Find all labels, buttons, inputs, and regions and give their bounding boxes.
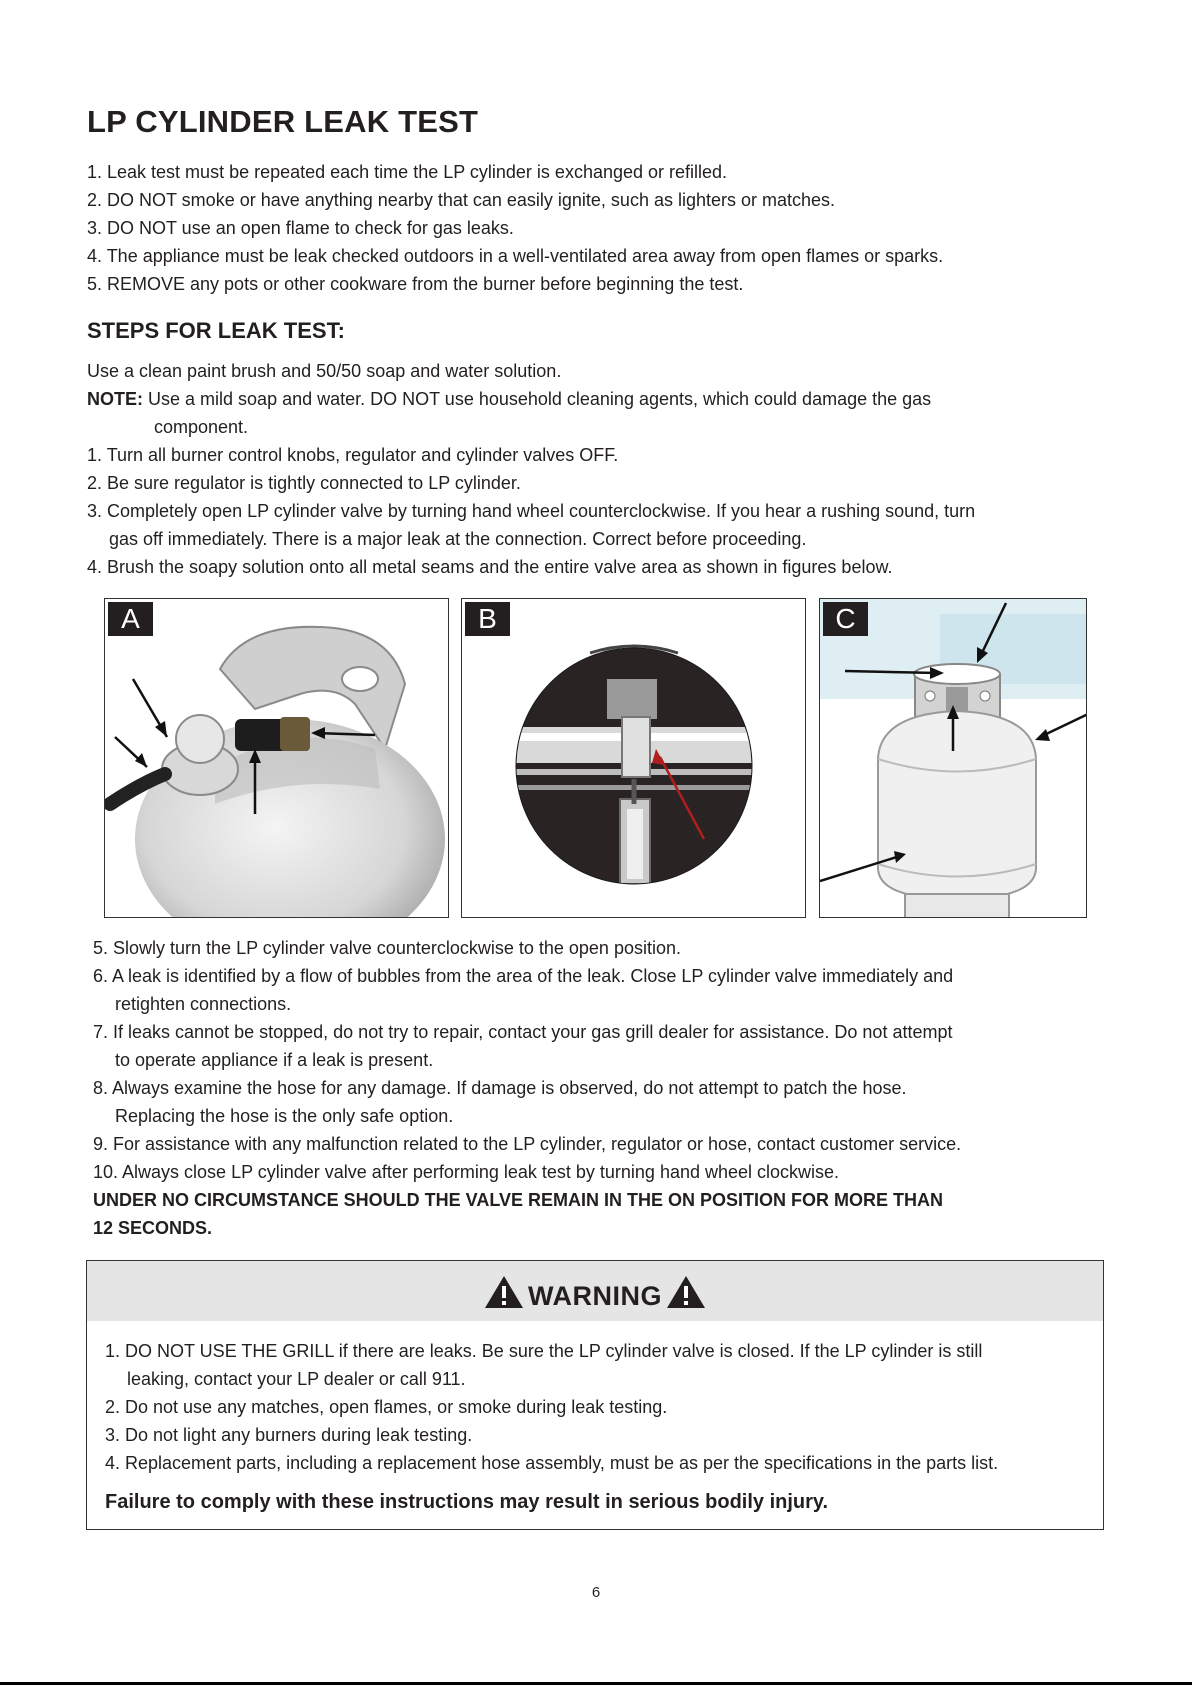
step-item-continued: retighten connections.: [115, 994, 292, 1014]
step-item-continued: to operate appliance if a leak is present.: [115, 1050, 434, 1070]
warning-header: [87, 1261, 1103, 1321]
warning-item: 4. Replacement parts, including a replacement hose assembly, must be as per the specifications in the parts list.: [105, 1453, 999, 1473]
note-text-continued: component.: [154, 417, 249, 437]
step-item: 4. Brush the soapy solution onto all metal seams and the entire valve area as shown in figures below.: [87, 557, 893, 577]
note-text: Use a mild soap and water. DO NOT use household cleaning agents, which could damage the gas: [148, 389, 932, 409]
figure-b: [461, 598, 806, 918]
caution-text: UNDER NO CIRCUMSTANCE SHOULD THE VALVE REMAIN IN THE ON POSITION FOR MORE THAN: [93, 1190, 944, 1210]
warning-item: 1. DO NOT USE THE GRILL if there are leaks. Be sure the LP cylinder valve is closed. If the LP cylinder is still: [105, 1341, 983, 1361]
step-item: 3. Completely open LP cylinder valve by turning hand wheel counterclockwise. If you hear a rushing sound, turn: [87, 501, 976, 521]
warning-item: 2. Do not use any matches, open flames, or smoke during leak testing.: [105, 1397, 668, 1417]
figure-c-label: C: [823, 602, 868, 636]
page-number: 6: [591, 1584, 601, 1601]
figure-a-label: A: [108, 602, 153, 636]
warning-box: [86, 1260, 1104, 1530]
warning-title-row: [87, 1275, 1103, 1316]
figure-c: [819, 598, 1087, 918]
step-item: 8. Always examine the hose for any damage. If damage is observed, do not attempt to patch the hose.: [93, 1078, 907, 1098]
warning-footer: Failure to comply with these instructions may result in serious bodily injury.: [105, 1491, 829, 1513]
figure-a: [104, 598, 449, 918]
note-label: NOTE:: [87, 389, 143, 409]
figure-b-label: B: [465, 602, 510, 636]
intro-item: 1. Leak test must be repeated each time the LP cylinder is exchanged or refilled.: [87, 162, 728, 182]
step-item: 10. Always close LP cylinder valve after performing leak test by turning hand wheel clockwise.: [93, 1162, 840, 1182]
intro-item: 4. The appliance must be leak checked outdoors in a well-ventilated area away from open flames or sparks.: [87, 246, 944, 266]
step-item-continued: Replacing the hose is the only safe option.: [115, 1106, 454, 1126]
warning-triangle-icon: [666, 1275, 706, 1316]
figure-a-illustration: [105, 599, 449, 918]
figure-b-illustration: [462, 599, 806, 918]
page-title: LP CYLINDER LEAK TEST: [87, 104, 479, 139]
intro-item: 3. DO NOT use an open flame to check for gas leaks.: [87, 218, 514, 238]
warning-triangle-icon: [484, 1275, 524, 1316]
note-line: [87, 387, 931, 411]
warning-title: WARNING: [528, 1281, 662, 1311]
step-item: 7. If leaks cannot be stopped, do not try to repair, contact your gas grill dealer for assistance. Do not attempt: [93, 1022, 953, 1042]
step-item: 6. A leak is identified by a flow of bubbles from the area of the leak. Close LP cylinder valve immediately and: [93, 966, 954, 986]
step-item: 2. Be sure regulator is tightly connected to LP cylinder.: [87, 473, 521, 493]
step-item-continued: gas off immediately. There is a major leak at the connection. Correct before proceeding.: [109, 529, 807, 549]
step-item: 5. Slowly turn the LP cylinder valve counterclockwise to the open position.: [93, 938, 681, 958]
caution-text: 12 SECONDS.: [93, 1218, 213, 1238]
warning-item: 3. Do not light any burners during leak testing.: [105, 1425, 473, 1445]
figure-c-illustration: [820, 599, 1087, 918]
warning-item-continued: leaking, contact your LP dealer or call 911.: [127, 1369, 466, 1389]
step-item: 9. For assistance with any malfunction related to the LP cylinder, regulator or hose, contact customer service.: [93, 1134, 962, 1154]
steps-intro: Use a clean paint brush and 50/50 soap and water solution.: [87, 361, 562, 381]
step-item: 1. Turn all burner control knobs, regulator and cylinder valves OFF.: [87, 445, 619, 465]
steps-heading: STEPS FOR LEAK TEST:: [87, 318, 345, 343]
intro-item: 5. REMOVE any pots or other cookware from the burner before beginning the test.: [87, 274, 744, 294]
intro-item: 2. DO NOT smoke or have anything nearby that can easily ignite, such as lighters or matches.: [87, 190, 836, 210]
